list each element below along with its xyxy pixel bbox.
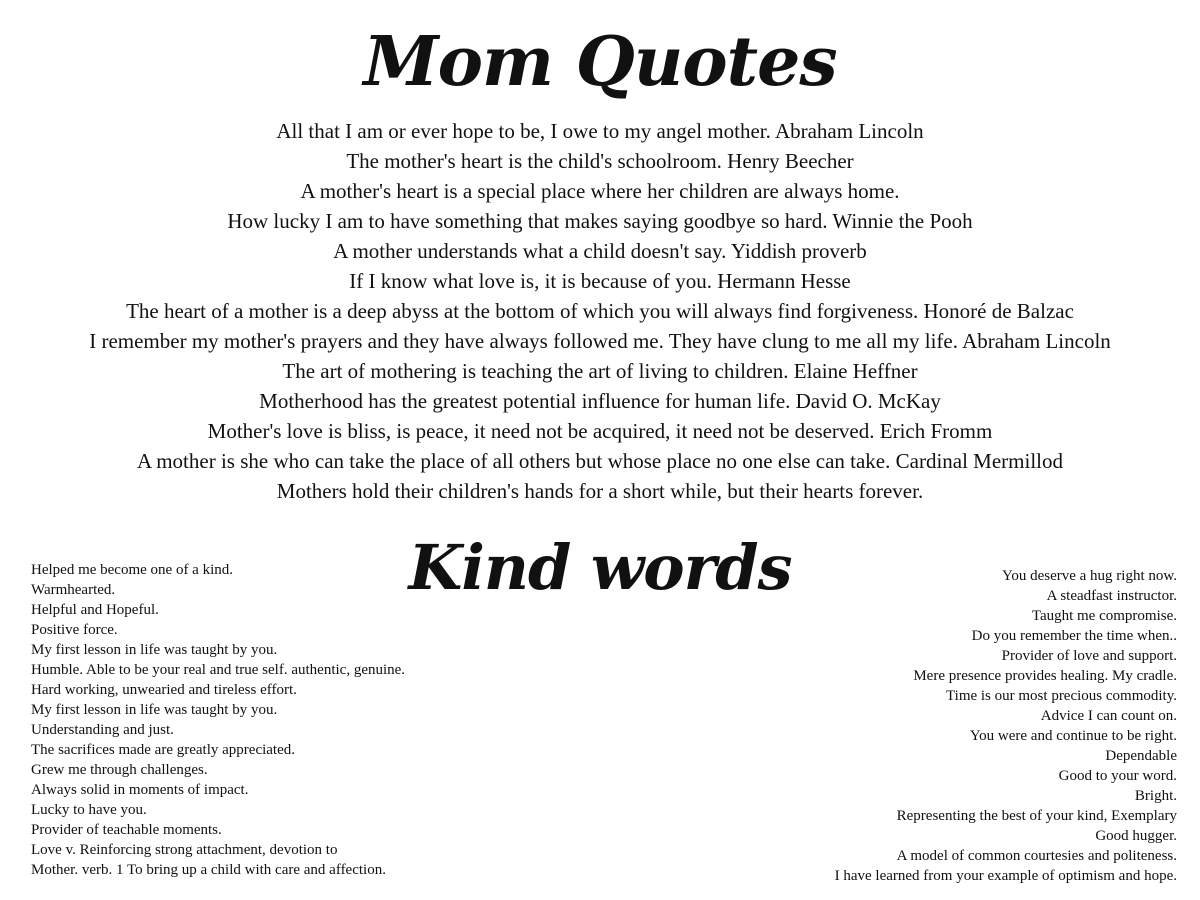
kind-word-item: Lucky to have you. <box>31 802 147 818</box>
kind-word-item: Representing the best of your kind, Exemplary <box>896 808 1177 824</box>
quote-line: A mother's heart is a special place where her children are always home. <box>300 179 900 203</box>
kind-word-item: Hard working, unwearied and tireless effort. <box>31 682 297 698</box>
quote-line: Mothers hold their children's hands for a short while, but their hearts forever. <box>276 479 924 503</box>
kind-word-item: Time is our most precious commodity. <box>946 688 1177 704</box>
kind-word-item: A steadfast instructor. <box>1046 588 1177 604</box>
quote-line: All that I am or ever hope to be, I owe to my angel mother. Abraham Lincoln <box>276 119 924 143</box>
kind-word-item: You deserve a hug right now. <box>1002 568 1177 584</box>
kind-word-item: Good hugger. <box>1095 828 1177 844</box>
kind-word-item: Grew me through challenges. <box>31 762 208 778</box>
quote-line: Mother's love is bliss, is peace, it need not be acquired, it need not be deserved. Erich Fromm <box>207 419 993 443</box>
section-title-kind-words: Kind words <box>408 531 792 604</box>
kind-word-item: You were and continue to be right. <box>969 728 1177 744</box>
quote-line: The heart of a mother is a deep abyss at the bottom of which you will always find forgiveness. Honoré de Balzac <box>126 299 1074 323</box>
kind-word-item: I have learned from your example of optimism and hope. <box>834 868 1177 884</box>
kind-word-item: Advice I can count on. <box>1040 708 1177 724</box>
kind-word-item: A model of common courtesies and politeness. <box>896 848 1177 864</box>
kind-word-item: Helpful and Hopeful. <box>31 602 159 618</box>
kind-word-item: Love v. Reinforcing strong attachment, devotion to <box>31 842 338 858</box>
kind-word-item: Positive force. <box>31 622 118 638</box>
quote-line: A mother understands what a child doesn't say. Yiddish proverb <box>333 239 867 263</box>
kind-word-item: Mere presence provides healing. My cradle. <box>913 668 1177 684</box>
kind-word-item: Warmhearted. <box>31 582 116 598</box>
kind-word-item: Bright. <box>1134 788 1177 804</box>
kind-word-item: Good to your word. <box>1058 768 1177 784</box>
quote-line: Motherhood has the greatest potential influence for human life. David O. McKay <box>259 389 941 413</box>
kind-word-item: My first lesson in life was taught by you. <box>31 642 278 658</box>
kind-word-item: Understanding and just. <box>31 722 174 738</box>
kind-word-item: Do you remember the time when.. <box>971 628 1177 644</box>
kind-word-item: Provider of love and support. <box>1001 648 1177 664</box>
kind-word-item: Humble. Able to be your real and true self. authentic, genuine. <box>31 662 406 678</box>
page-title: Mom Quotes <box>363 22 837 102</box>
kind-word-item: Dependable <box>1105 748 1177 764</box>
kind-word-item: Mother. verb. 1 To bring up a child with care and affection. <box>31 862 386 878</box>
kind-word-item: Taught me compromise. <box>1031 608 1177 624</box>
kind-word-item: My first lesson in life was taught by you. <box>31 702 278 718</box>
quote-line: The art of mothering is teaching the art of living to children. Elaine Heffner <box>282 359 918 383</box>
kind-word-item: Always solid in moments of impact. <box>31 782 249 798</box>
kind-word-item: The sacrifices made are greatly appreciated. <box>31 742 296 758</box>
quote-line: If I know what love is, it is because of you. Hermann Hesse <box>349 269 851 293</box>
quote-line: I remember my mother's prayers and they have always followed me. They have clung to me all my life. Abraham Lincoln <box>89 329 1111 353</box>
kind-word-item: Provider of teachable moments. <box>31 822 222 838</box>
kind-word-item: Helped me become one of a kind. <box>31 562 234 578</box>
kind-words-right-list <box>677 566 1177 886</box>
quotes-list <box>0 116 1200 506</box>
quote-line: How lucky I am to have something that makes saying goodbye so hard. Winnie the Pooh <box>227 209 973 233</box>
quote-line: A mother is she who can take the place of all others but whose place no one else can take. Cardinal Mermillod <box>136 449 1064 473</box>
quote-line: The mother's heart is the child's schoolroom. Henry Beecher <box>346 149 854 173</box>
kind-words-left-list <box>31 560 531 880</box>
